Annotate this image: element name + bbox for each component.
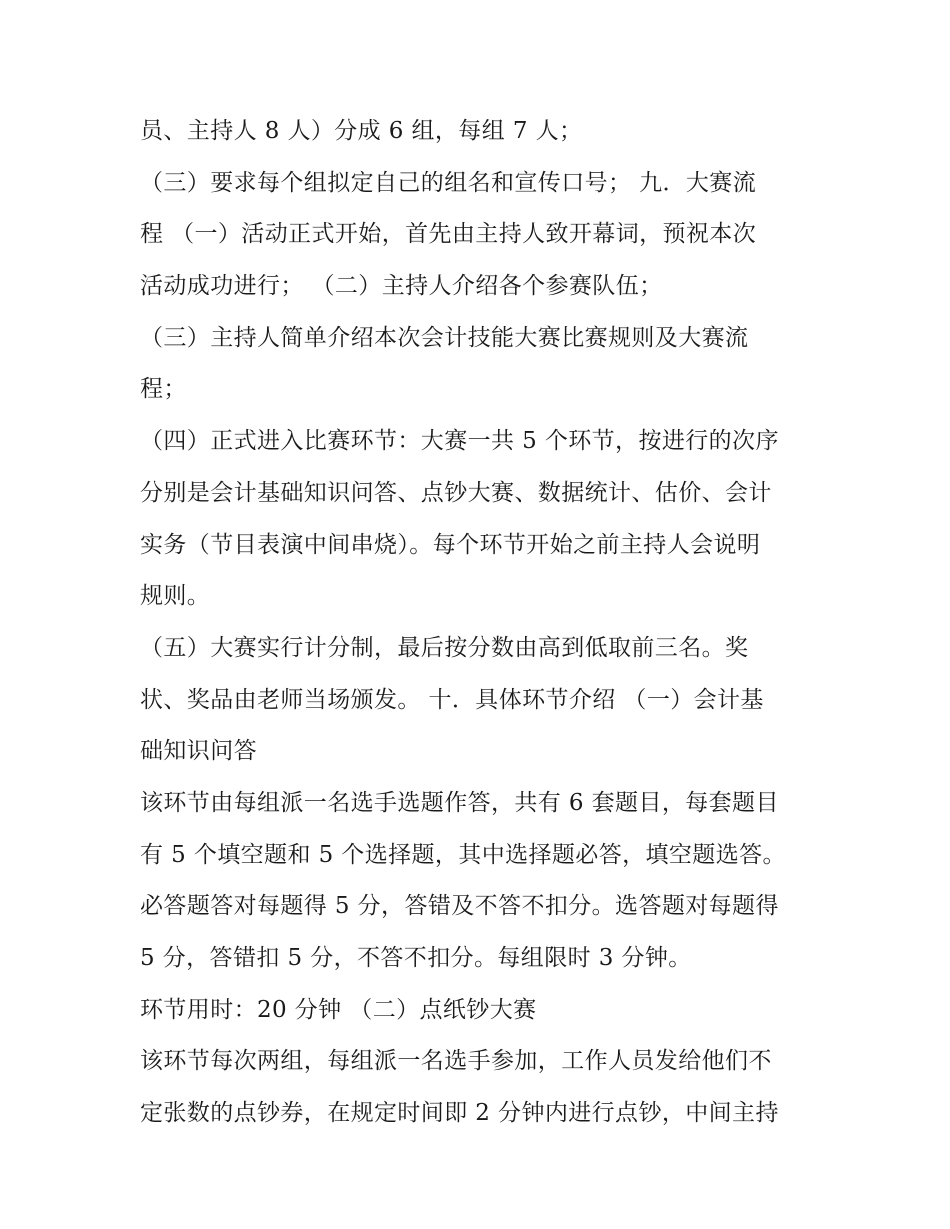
- text-line: 分别是会计基础知识问答、点钞大赛、数据统计、估价、会计: [140, 479, 772, 506]
- text-line: 程；: [140, 376, 187, 403]
- text-line: 5 分，答错扣 5 分，不答不扣分。每组限时 3 分钟。: [140, 945, 692, 971]
- text-line: （三）要求每个组拟定自己的组名和宣传口号； 九．大赛流: [140, 169, 757, 196]
- text-line: 有 5 个填空题和 5 个选择题，其中选择题必答，填空题选答。: [140, 841, 786, 868]
- text-line: （三）主持人简单介绍本次会计技能大赛比赛规则及大赛流: [140, 324, 749, 351]
- document-body: [140, 106, 820, 1140]
- text-line: 环节用时：20 分钟 （二）点纸钞大赛: [140, 996, 537, 1023]
- text-line: 该环节由每组派一名选手选题作答，共有 6 套题目，每套题目: [140, 789, 779, 816]
- text-line: 础知识问答: [140, 738, 257, 765]
- text-line: 实务（节目表演中间串烧）。每个环节开始之前主持人会说明: [140, 531, 761, 558]
- text-line: 该环节每次两组，每组派一名选手参加，工作人员发给他们不: [140, 1048, 772, 1075]
- text-line: 定张数的点钞券，在规定时间即 2 分钟内进行点钞，中间主持: [140, 1100, 779, 1127]
- text-line: 员、主持人 8 人）分成 6 组，每组 7 人；: [140, 118, 583, 144]
- text-line: 状、奖品由老师当场颁发。 十．具体环节介绍 （一）会计基: [140, 686, 764, 713]
- text-line: （四）正式进入比赛环节：大赛一共 5 个环节，按进行的次序: [140, 428, 779, 455]
- text-line: 规则。: [140, 583, 211, 610]
- text-line: 必答题答对每题得 5 分，答错及不答不扣分。选答题对每题得: [140, 893, 779, 920]
- text-line: （五）大赛实行计分制，最后按分数由高到低取前三名。奖: [140, 634, 749, 661]
- text-line: 程 （一）活动正式开始，首先由主持人致开幕词，预祝本次: [140, 221, 757, 248]
- text-line: 活动成功进行； （二）主持人介绍各个参赛队伍；: [140, 273, 663, 300]
